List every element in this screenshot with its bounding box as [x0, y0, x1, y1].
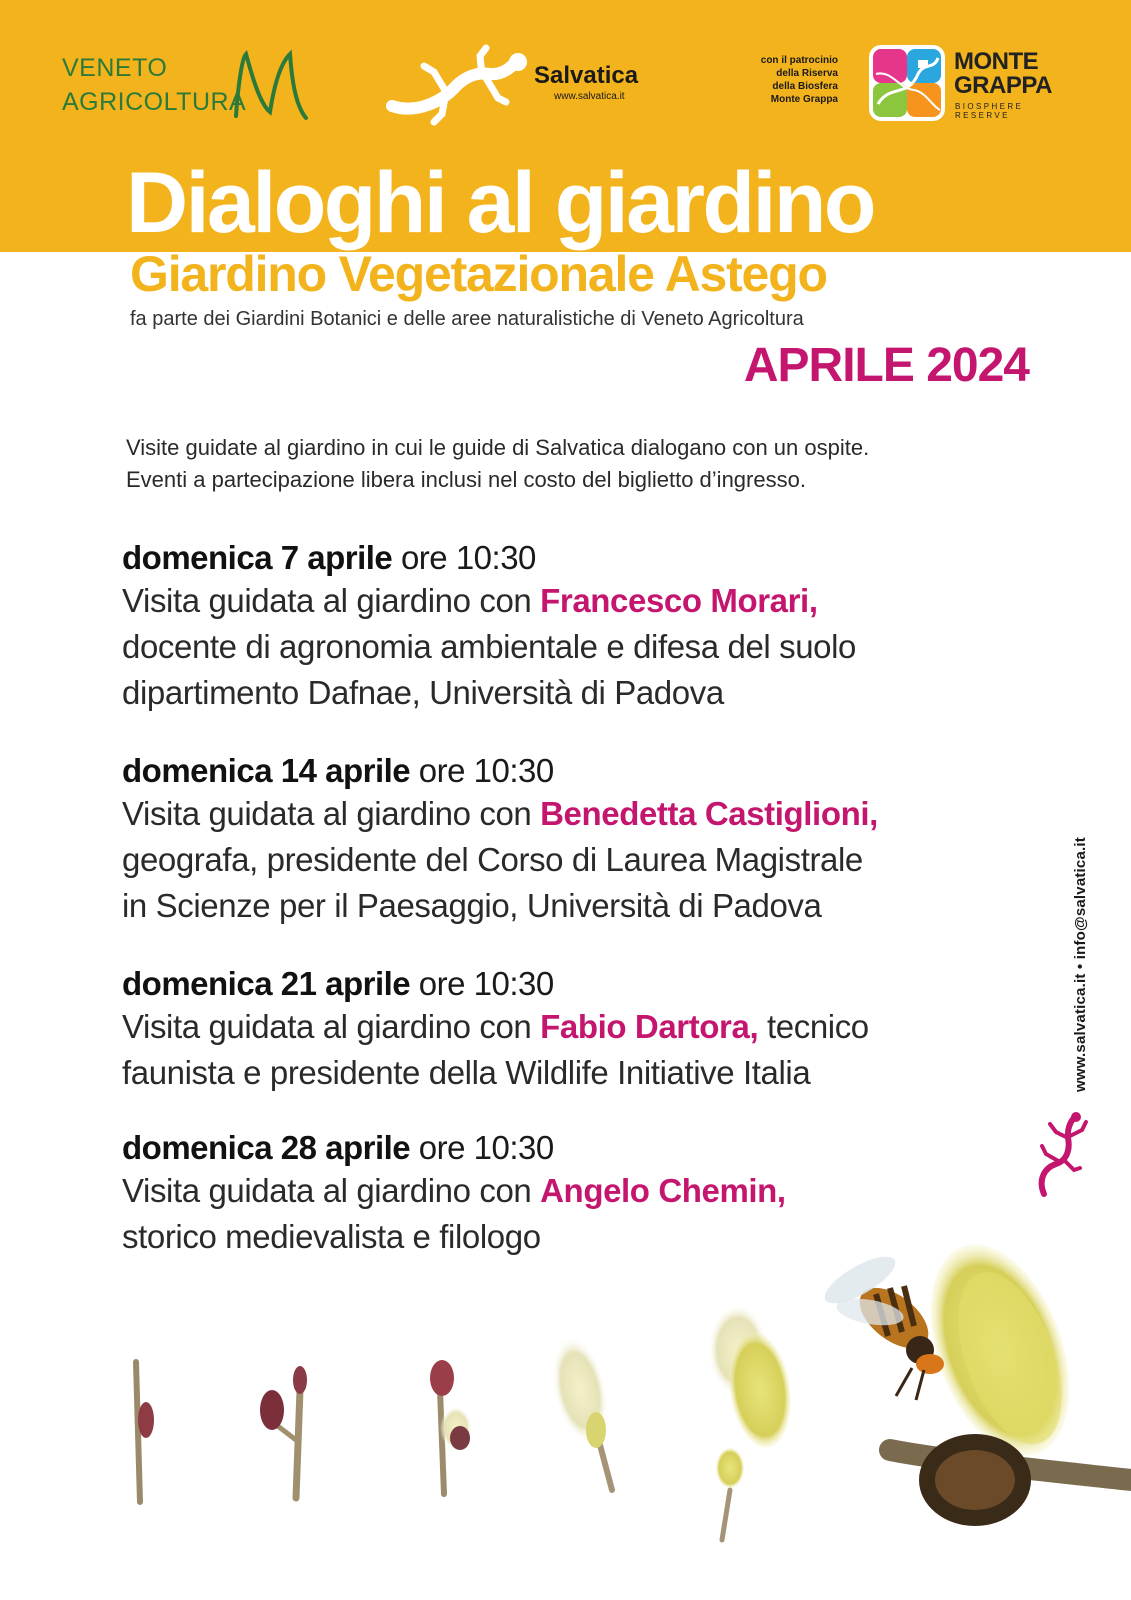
- month-label: APRILE 2024: [743, 339, 1029, 392]
- event-description: [122, 791, 982, 837]
- patronage-line: della Biosfera: [772, 81, 838, 92]
- veneto-agricoltura-logo: [60, 46, 320, 126]
- event-detail-line: faunista e presidente della Wildlife Initiative Italia: [122, 1054, 811, 1091]
- event-time: ore 10:30: [392, 539, 536, 576]
- event-item: [122, 538, 982, 716]
- event-lead: Visita guidata al giardino con: [122, 582, 541, 619]
- twig-2: [260, 1366, 307, 1498]
- salvatica-logo: [386, 42, 676, 132]
- event-detail-line: in Scienze per il Paesaggio, Università di Padova: [122, 887, 822, 924]
- salvatica-logo-name: Salvatica: [534, 62, 639, 89]
- twig-4: [543, 1332, 616, 1490]
- event-detail-line: storico medievalista e filologo: [122, 1218, 541, 1255]
- event-detail-line: docente di agronomia ambientale e difesa del suolo: [122, 628, 857, 665]
- patronage-line: della Riserva: [776, 68, 838, 79]
- intro-line: Visite guidate al giardino in cui le guide di Salvatica dialogano con un ospite.: [126, 435, 870, 460]
- event-date: domenica 21 aprile: [122, 965, 411, 1002]
- event-description: [122, 1168, 982, 1214]
- event-time: ore 10:30: [410, 965, 554, 1002]
- veneto-logo-line1: VENETO: [62, 54, 168, 82]
- intro-line: Eventi a partecipazione libera inclusi nel costo del biglietto d’ingresso.: [126, 467, 806, 492]
- intro-text: [126, 432, 1026, 496]
- event-detail-line: dipartimento Dafnae, Università di Padova: [122, 674, 724, 711]
- event-lead: Visita guidata al giardino con: [122, 1008, 541, 1045]
- event-guest: Francesco Morari,: [540, 582, 818, 619]
- event-guest: Benedetta Castiglioni,: [540, 795, 878, 832]
- monte-grappa-line1: MONTE: [954, 48, 1039, 75]
- veneto-logo-line2: AGRICOLTURA: [62, 88, 247, 116]
- event-datetime: [122, 538, 982, 578]
- event-description: [122, 1004, 982, 1050]
- twig-5: [708, 1304, 798, 1540]
- monte-grappa-line3: BIOSPHERE RESERVE: [955, 102, 1024, 120]
- event-after: tecnico: [758, 1008, 869, 1045]
- veneto-n-logo-icon: [228, 46, 318, 126]
- event-date: domenica 14 aprile: [122, 752, 411, 789]
- event-date: domenica 7 aprile: [122, 539, 393, 576]
- page-title: Dialoghi al giardino: [126, 155, 874, 251]
- event-lead: Visita guidata al giardino con: [122, 1172, 541, 1209]
- event-guest: Angelo Chemin,: [540, 1172, 786, 1209]
- willow-buds-illustration: [0, 1240, 1131, 1600]
- page-subtitle: Giardino Vegetazionale Astego: [130, 246, 827, 302]
- monte-grappa-logo: [868, 44, 1068, 122]
- contact-info: www.salvatica.it • info@salvatica.it: [1072, 837, 1089, 1092]
- event-lead: Visita guidata al giardino con: [122, 795, 541, 832]
- bee-on-catkin: [818, 1240, 1131, 1526]
- event-item: [122, 751, 982, 929]
- event-detail-line: geografa, presidente del Corso di Laurea Magistrale: [122, 841, 863, 878]
- monte-grappa-line2: GRAPPA: [954, 72, 1052, 99]
- event-description: [122, 578, 982, 624]
- salamander-logo-icon: [386, 42, 536, 132]
- monte-grappa-map-icon: [868, 44, 946, 122]
- event-datetime: [122, 964, 982, 1004]
- event-time: ore 10:30: [410, 1129, 554, 1166]
- salvatica-logo-url: www.salvatica.it: [554, 91, 625, 102]
- event-item: [122, 964, 982, 1096]
- event-date: domenica 28 aprile: [122, 1129, 411, 1166]
- affiliation-note: fa parte dei Giardini Botanici e delle aree naturalistiche di Veneto Agricoltura: [130, 308, 804, 330]
- salamander-side-icon: [1034, 1110, 1094, 1200]
- event-guest: Fabio Dartora,: [540, 1008, 759, 1045]
- patronage-note: [734, 54, 838, 106]
- patronage-line: con il patrocinio: [760, 55, 838, 66]
- event-time: ore 10:30: [410, 752, 554, 789]
- twig-1: [136, 1362, 154, 1502]
- patronage-line: Monte Grappa: [770, 94, 838, 105]
- twig-3: [430, 1360, 472, 1494]
- event-datetime: [122, 751, 982, 791]
- event-datetime: [122, 1128, 982, 1168]
